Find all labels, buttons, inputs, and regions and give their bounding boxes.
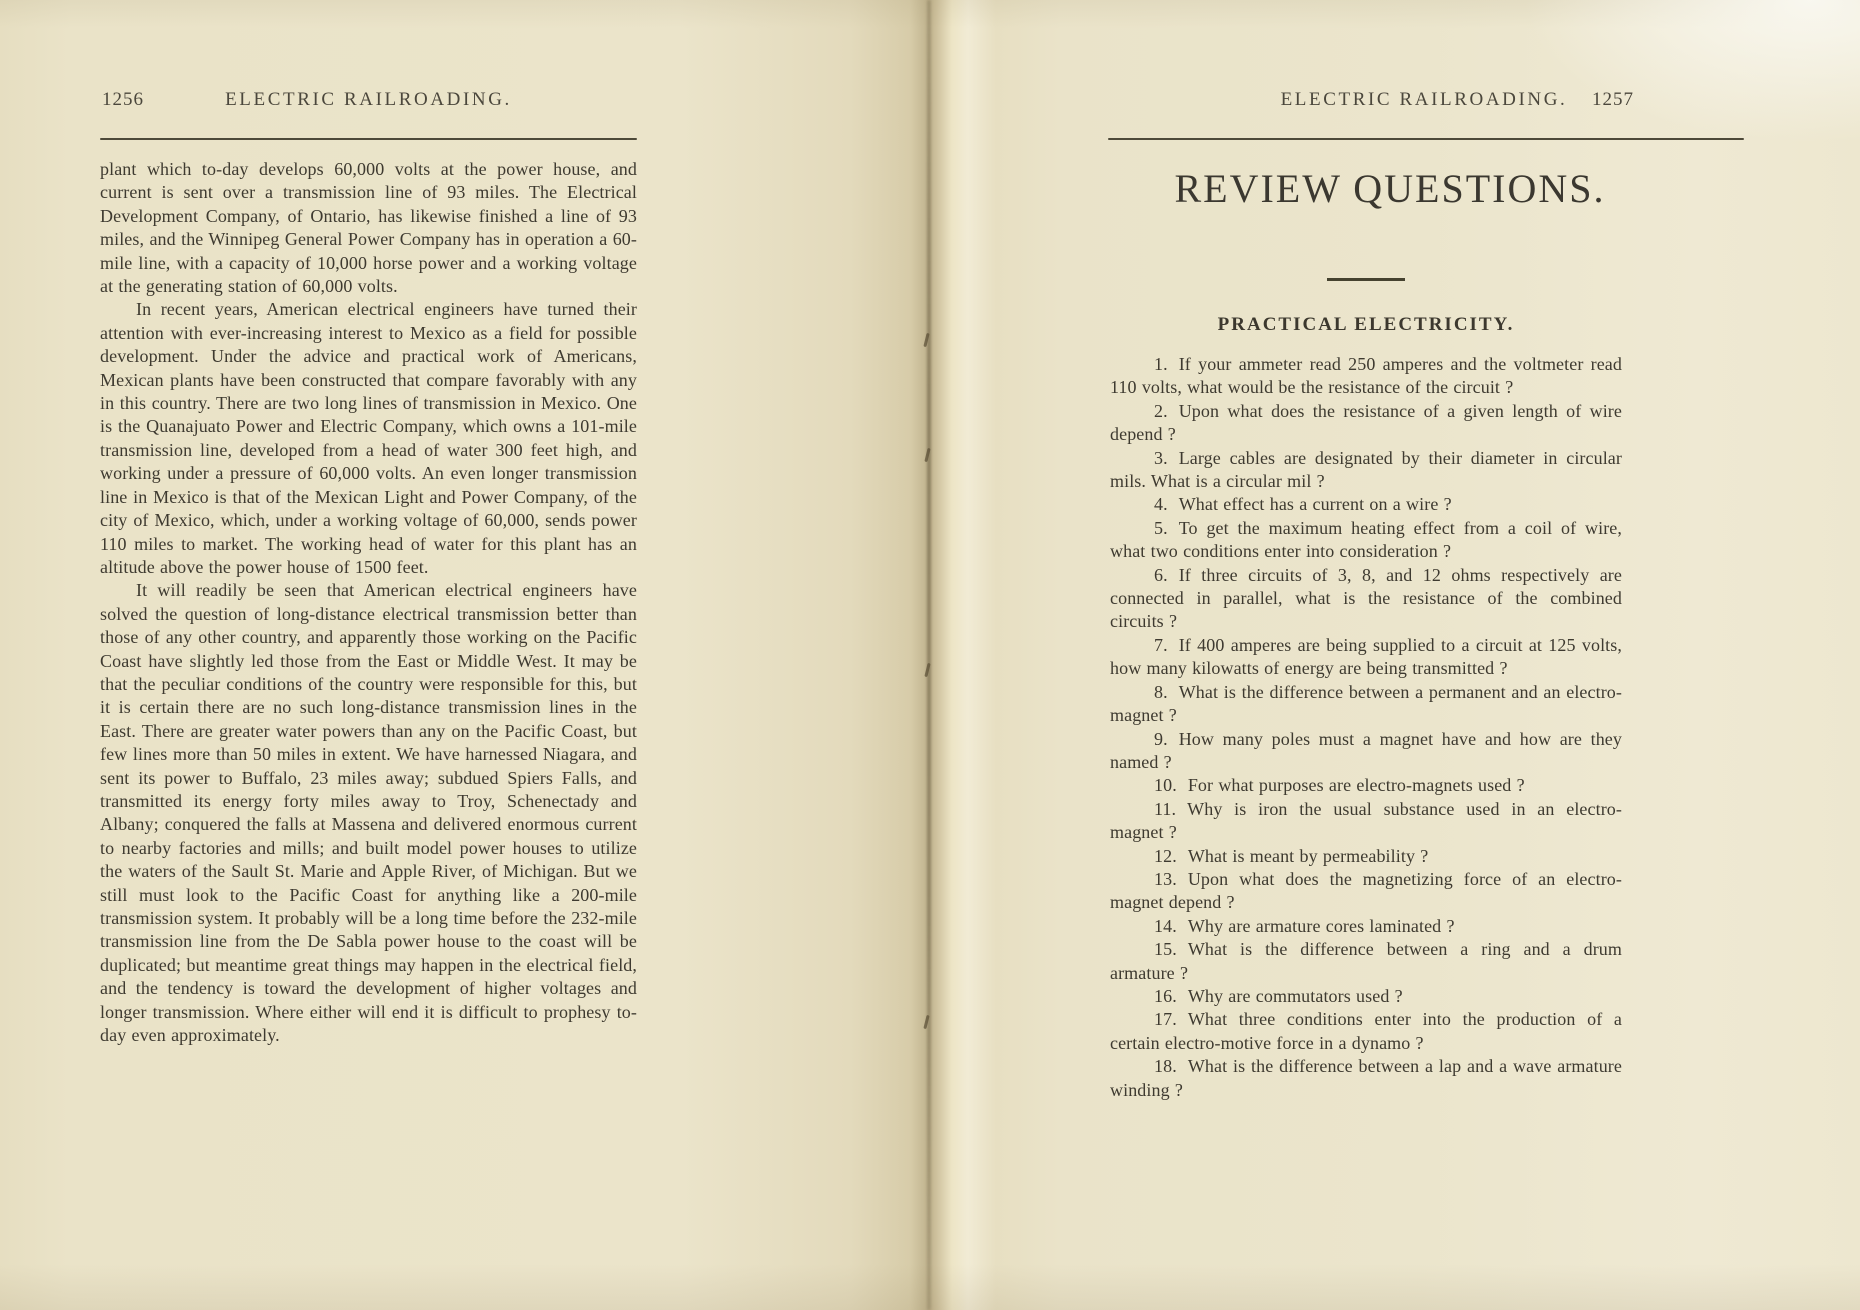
question-text: If your ammeter read 250 amperes and the voltmeter read 110 volts, what would be the resistance of the circuit ? [1110, 354, 1622, 398]
section-heading: PRACTICAL ELECTRICITY. [1217, 314, 1515, 335]
question-text: What three conditions enter into the production of a certain electro-motive force in a dynamo ? [1110, 1009, 1622, 1053]
question-text: Upon what does the resistance of a given length of wire depend ? [1110, 400, 1622, 445]
question-item [1110, 774, 1622, 797]
question-text: What is the difference between a permanent and an electro-magnet ? [1110, 681, 1622, 726]
question-item [1110, 915, 1622, 938]
question-item [1110, 985, 1622, 1008]
question-item [1110, 493, 1622, 516]
question-item [1110, 447, 1622, 494]
question-number: 6. [1154, 564, 1168, 585]
question-number: 14. [1154, 915, 1177, 936]
question-number: 18. [1154, 1056, 1177, 1077]
chapter-title: REVIEW QUESTIONS. [1174, 166, 1606, 211]
running-head-left: ELECTRIC RAILROADING. [225, 89, 512, 110]
question-item [1110, 798, 1622, 845]
question-text: If three circuits of 3, 8, and 12 ohms respectively are connected in parallel, what is the resistance of the combined circuits ? [1110, 564, 1622, 632]
page-left [100, 88, 637, 1047]
question-text: How many poles must a magnet have and how are they named ? [1110, 728, 1622, 772]
question-text: What is the difference between a lap and a wave armature winding ? [1110, 1056, 1622, 1100]
page-number-left: 1256 [102, 89, 144, 110]
question-number: 12. [1154, 845, 1177, 866]
question-number: 7. [1154, 634, 1168, 655]
question-number: 1. [1154, 354, 1168, 374]
question-item [1110, 938, 1622, 985]
question-item [1110, 868, 1622, 915]
question-number: 4. [1154, 494, 1168, 515]
question-item [1110, 353, 1622, 400]
running-header-left [100, 88, 637, 112]
question-number: 5. [1154, 517, 1168, 538]
question-number: 11. [1154, 798, 1177, 819]
question-item [1110, 681, 1622, 728]
question-number: 3. [1154, 447, 1168, 468]
question-text: Large cables are designated by their diameter in circular mils. What is a circular mil ? [1110, 447, 1622, 492]
question-item [1110, 1008, 1622, 1055]
question-item [1110, 564, 1622, 634]
question-text: What effect has a current on a wire ? [1178, 494, 1452, 515]
running-head-right: ELECTRIC RAILROADING. [1280, 89, 1568, 110]
question-text: To get the maximum heating effect from a coil of wire, what two conditions enter into consideration ? [1110, 517, 1622, 562]
paragraph: plant which to-day develops 60,000 volts at the power house, and current is sent over a transmission line of 93 miles. The Electrical Development Company, of Ontario, has likewise finished a line of 93 miles, and the Winnipeg General Power Company has in operation a 60-mile line, with a capacity of 10,000 horse power and a working voltage at the generating station of 60,000 volts. [100, 159, 637, 297]
question-text: What is the difference between a ring and a drum armature ? [1110, 939, 1622, 983]
question-number: 9. [1154, 728, 1168, 749]
question-text: Why are armature cores laminated ? [1187, 915, 1455, 936]
question-number: 15. [1154, 939, 1177, 960]
question-text: Why are commutators used ? [1187, 985, 1403, 1006]
question-number: 8. [1154, 681, 1168, 702]
question-list [1110, 353, 1622, 1102]
question-number: 10. [1154, 775, 1177, 796]
question-number: 13. [1154, 868, 1177, 889]
question-item [1110, 634, 1622, 681]
question-number: 17. [1154, 1009, 1177, 1030]
question-text: Upon what does the magnetizing force of an electro-magnet depend ? [1110, 868, 1622, 913]
paragraph: In recent years, American electrical engineers have turned their attention with ever-increasing interest to Mexico as a field for possible development. Under the advice and practical work of Americans, Mexican plants have been constructed that compare favorably with any in this country. There are two long lines of transmission in Mexico. One is the Quanajuato Power and Electric Company, which owns a 101-mile transmission line, developed from a head of water 300 feet high, and working under a pressure of 60,000 volts. An even longer transmission line in Mexico is that of the Mexican Light and Power Company, of the city of Mexico, which, under a working voltage of 60,000, sends power 110 miles to market. The working head of water for this plant has an altitude above the power house of 1500 feet. [100, 299, 637, 577]
header-rule-right [1108, 138, 1744, 140]
question-text: For what purposes are electro-magnets used ? [1187, 775, 1525, 796]
question-item [1110, 728, 1622, 775]
running-header-right [1110, 88, 1634, 112]
body-text-left [100, 158, 637, 1047]
question-text: Why is iron the usual substance used in an electro-magnet ? [1110, 798, 1622, 843]
question-item [1110, 845, 1622, 868]
question-item [1110, 400, 1622, 447]
book-gutter-crease [927, 0, 931, 1310]
header-rule-left [100, 138, 637, 140]
page-number-right: 1257 [1592, 89, 1634, 110]
question-text: What is meant by permeability ? [1187, 845, 1429, 866]
paragraph: It will readily be seen that American electrical engineers have solved the question of long-distance electrical transmission better than those of any other country, and apparently those working on the Pacific Coast have slightly led those from the East or Middle West. It may be that the peculiar conditions of the country were responsible for this, but it is certain there are no such long-distance transmission lines in the East. There are greater water powers than any on the Pacific Coast, but few lines more than 50 miles in extent. We have harnessed Niagara, and sent its power to Buffalo, 23 miles away; subdued Spiers Falls, and transmitted its energy forty miles away to Troy, Schenectady and Albany; conquered the falls at Massena and delivered enormous current to nearby factories and mills; and built model power houses to utilize the waters of the Sault St. Marie and Apple River, of Michigan. But we still must look to the Pacific Coast for anything like a 200-mile transmission system. It probably will be a long time before the 232-mile transmission line from the De Sabla power house to the coast will be duplicated; but meantime great things may happen in the electrical field, and the tendency is toward the development of higher voltages and longer transmission. Where either will end it is difficult to prophesy to-day even approximately. [100, 580, 637, 1046]
question-item [1110, 517, 1622, 564]
question-number: 2. [1154, 400, 1168, 421]
page-right [1110, 88, 1634, 1102]
question-item [1110, 1055, 1622, 1102]
question-text: If 400 amperes are being supplied to a circuit at 125 volts, how many kilowatts of energy are being transmitted ? [1110, 634, 1622, 679]
title-divider-rule [1327, 278, 1405, 281]
question-number: 16. [1154, 985, 1177, 1006]
